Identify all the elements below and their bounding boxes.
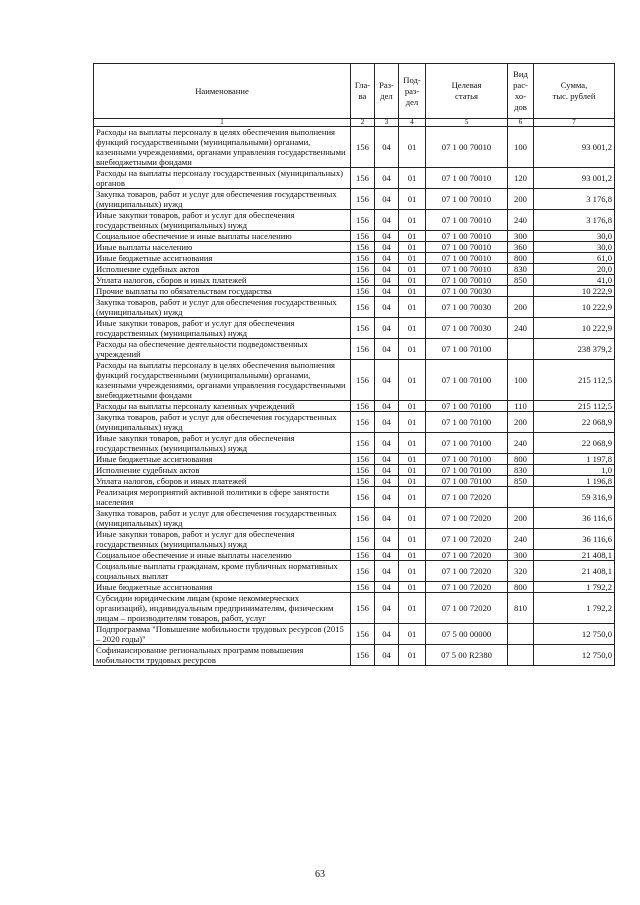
table-row	[94, 286, 615, 297]
row-sum: 215 112,5	[534, 360, 615, 401]
row-razdel: 04	[375, 242, 399, 253]
row-razdel: 04	[375, 189, 399, 210]
row-sum: 1 792,2	[534, 593, 615, 624]
row-sum: 30,0	[534, 242, 615, 253]
col-number: 6	[508, 119, 534, 127]
row-razdel: 04	[375, 582, 399, 593]
row-cel: 07 5 00 R2380	[426, 645, 508, 666]
row-vid: 850	[508, 476, 534, 487]
row-podrazdel: 01	[399, 401, 426, 412]
col-number: 2	[351, 119, 375, 127]
row-cel: 07 1 00 70100	[426, 360, 508, 401]
row-cel: 07 1 00 70100	[426, 454, 508, 465]
row-sum: 36 116,6	[534, 529, 615, 550]
row-vid: 800	[508, 582, 534, 593]
row-vid: 200	[508, 297, 534, 318]
row-name: Подпрограмма "Повышение мобильности трудовых ресурсов (2015 – 2020 годы)"	[94, 624, 351, 645]
row-glava: 156	[351, 529, 375, 550]
row-podrazdel: 01	[399, 487, 426, 508]
row-razdel: 04	[375, 561, 399, 582]
row-razdel: 04	[375, 264, 399, 275]
row-cel: 07 1 00 70100	[426, 412, 508, 433]
row-sum: 12 750,0	[534, 645, 615, 666]
row-name: Прочие выплаты по обязательствам государства	[94, 286, 351, 297]
row-vid: 830	[508, 264, 534, 275]
table-row	[94, 529, 615, 550]
header-razdel: Раз- дел	[375, 64, 399, 119]
row-razdel: 04	[375, 127, 399, 168]
table-row	[94, 433, 615, 454]
row-glava: 156	[351, 339, 375, 360]
row-podrazdel: 01	[399, 168, 426, 189]
row-razdel: 04	[375, 318, 399, 339]
row-sum: 93 001,2	[534, 127, 615, 168]
col-number: 4	[399, 119, 426, 127]
row-podrazdel: 01	[399, 412, 426, 433]
col-number: 3	[375, 119, 399, 127]
row-sum: 215 112,5	[534, 401, 615, 412]
row-podrazdel: 01	[399, 433, 426, 454]
header-cel: Целевая статья	[426, 64, 508, 119]
row-vid: 300	[508, 231, 534, 242]
row-podrazdel: 01	[399, 297, 426, 318]
row-razdel: 04	[375, 476, 399, 487]
row-name: Иные закупки товаров, работ и услуг для обеспечения государственных (муниципальных) нужд	[94, 318, 351, 339]
row-glava: 156	[351, 286, 375, 297]
row-podrazdel: 01	[399, 264, 426, 275]
row-razdel: 04	[375, 253, 399, 264]
row-glava: 156	[351, 645, 375, 666]
row-podrazdel: 01	[399, 550, 426, 561]
table-row	[94, 127, 615, 168]
row-razdel: 04	[375, 231, 399, 242]
col-number: 5	[426, 119, 508, 127]
row-podrazdel: 01	[399, 127, 426, 168]
row-vid: 240	[508, 318, 534, 339]
row-sum: 1 196,8	[534, 476, 615, 487]
row-glava: 156	[351, 275, 375, 286]
row-sum: 61,0	[534, 253, 615, 264]
row-name: Иные закупки товаров, работ и услуг для обеспечения государственных (муниципальных) нужд	[94, 210, 351, 231]
row-sum: 41,0	[534, 275, 615, 286]
row-podrazdel: 01	[399, 529, 426, 550]
row-cel: 07 1 00 70010	[426, 210, 508, 231]
row-glava: 156	[351, 127, 375, 168]
row-vid: 810	[508, 593, 534, 624]
row-vid: 240	[508, 210, 534, 231]
row-razdel: 04	[375, 465, 399, 476]
row-name: Иные бюджетные ассигнования	[94, 582, 351, 593]
row-podrazdel: 01	[399, 508, 426, 529]
row-vid: 110	[508, 401, 534, 412]
table-row	[94, 593, 615, 624]
row-sum: 22 068,9	[534, 412, 615, 433]
row-glava: 156	[351, 401, 375, 412]
row-razdel: 04	[375, 401, 399, 412]
row-razdel: 04	[375, 275, 399, 286]
header-name: Наименование	[94, 64, 351, 119]
row-glava: 156	[351, 297, 375, 318]
row-name: Расходы на обеспечение деятельности подведомственных учреждений	[94, 339, 351, 360]
row-podrazdel: 01	[399, 624, 426, 645]
row-sum: 36 116,6	[534, 508, 615, 529]
row-podrazdel: 01	[399, 231, 426, 242]
table-row	[94, 508, 615, 529]
row-razdel: 04	[375, 297, 399, 318]
row-name: Расходы на выплаты персоналу государственных (муниципальных) органов	[94, 168, 351, 189]
col-number: 7	[534, 119, 615, 127]
row-name: Иные закупки товаров, работ и услуг для обеспечения государственных (муниципальных) нужд	[94, 433, 351, 454]
row-sum: 10 222,9	[534, 318, 615, 339]
row-name: Уплата налогов, сборов и иных платежей	[94, 275, 351, 286]
row-glava: 156	[351, 508, 375, 529]
row-name: Закупка товаров, работ и услуг для обеспечения государственных (муниципальных) нужд	[94, 189, 351, 210]
row-sum: 3 176,8	[534, 210, 615, 231]
row-name: Иные закупки товаров, работ и услуг для обеспечения государственных (муниципальных) нужд	[94, 529, 351, 550]
row-podrazdel: 01	[399, 242, 426, 253]
row-cel: 07 1 00 70030	[426, 297, 508, 318]
header-glava: Гла- ва	[351, 64, 375, 119]
table-row	[94, 360, 615, 401]
row-cel: 07 1 00 70010	[426, 253, 508, 264]
row-cel: 07 1 00 70010	[426, 127, 508, 168]
table-row	[94, 264, 615, 275]
row-name: Реализация мероприятий активной политики в сфере занятости населения	[94, 487, 351, 508]
row-vid	[508, 645, 534, 666]
table-row	[94, 401, 615, 412]
row-glava: 156	[351, 593, 375, 624]
page-number: 63	[315, 869, 325, 880]
col-number: 1	[94, 119, 351, 127]
table-row	[94, 275, 615, 286]
row-name: Иные бюджетные ассигнования	[94, 454, 351, 465]
row-glava: 156	[351, 550, 375, 561]
table-row	[94, 242, 615, 253]
row-glava: 156	[351, 412, 375, 433]
row-cel: 07 1 00 70010	[426, 264, 508, 275]
row-glava: 156	[351, 210, 375, 231]
table-row	[94, 645, 615, 666]
row-name: Иные бюджетные ассигнования	[94, 253, 351, 264]
row-razdel: 04	[375, 210, 399, 231]
row-podrazdel: 01	[399, 286, 426, 297]
row-vid	[508, 624, 534, 645]
header-row	[94, 64, 615, 119]
row-razdel: 04	[375, 412, 399, 433]
row-podrazdel: 01	[399, 339, 426, 360]
table-row	[94, 318, 615, 339]
row-razdel: 04	[375, 168, 399, 189]
row-name: Субсидии юридическим лицам (кроме некоммерческих организаций), индивидуальным предпринимателям, физическим лицам – производителям товаров, работ, услуг	[94, 593, 351, 624]
row-name: Расходы на выплаты персоналу в целях обеспечения выполнения функций государственными (муниципальными) органами, казенными учреждениями, органами управления государственными внебюджетными фондами	[94, 360, 351, 401]
row-podrazdel: 01	[399, 318, 426, 339]
row-sum: 21 408,1	[534, 550, 615, 561]
row-sum: 22 068,9	[534, 433, 615, 454]
row-sum: 238 379,2	[534, 339, 615, 360]
row-glava: 156	[351, 476, 375, 487]
row-cel: 07 1 00 72020	[426, 529, 508, 550]
row-glava: 156	[351, 231, 375, 242]
row-name: Иные выплаты населению	[94, 242, 351, 253]
table-row	[94, 210, 615, 231]
row-cel: 07 5 00 00000	[426, 624, 508, 645]
table-row	[94, 454, 615, 465]
row-cel: 07 1 00 72020	[426, 561, 508, 582]
row-vid: 800	[508, 253, 534, 264]
row-vid: 200	[508, 189, 534, 210]
row-glava: 156	[351, 242, 375, 253]
row-vid: 240	[508, 433, 534, 454]
row-sum: 59 316,9	[534, 487, 615, 508]
header-podrazdel: Под- раз- дел	[399, 64, 426, 119]
row-vid: 240	[508, 529, 534, 550]
row-podrazdel: 01	[399, 561, 426, 582]
row-podrazdel: 01	[399, 360, 426, 401]
row-cel: 07 1 00 70010	[426, 275, 508, 286]
table-row	[94, 231, 615, 242]
row-name: Расходы на выплаты персоналу в целях обеспечения выполнения функций государственными (муниципальными) органами, казенными учреждениями, органами управления государственными внебюджетными фондами	[94, 127, 351, 168]
row-cel: 07 1 00 70010	[426, 242, 508, 253]
row-vid: 120	[508, 168, 534, 189]
table-body	[94, 127, 615, 666]
row-cel: 07 1 00 72020	[426, 487, 508, 508]
row-name: Исполнение судебных актов	[94, 465, 351, 476]
row-vid: 100	[508, 127, 534, 168]
row-cel: 07 1 00 70010	[426, 231, 508, 242]
row-sum: 30,0	[534, 231, 615, 242]
row-sum: 20,0	[534, 264, 615, 275]
row-glava: 156	[351, 168, 375, 189]
row-vid: 360	[508, 242, 534, 253]
row-podrazdel: 01	[399, 582, 426, 593]
row-razdel: 04	[375, 593, 399, 624]
row-vid	[508, 286, 534, 297]
row-glava: 156	[351, 624, 375, 645]
row-sum: 93 001,2	[534, 168, 615, 189]
row-name: Закупка товаров, работ и услуг для обеспечения государственных (муниципальных) нужд	[94, 412, 351, 433]
row-razdel: 04	[375, 360, 399, 401]
row-name: Софинансирование региональных программ повышения мобильности трудовых ресурсов	[94, 645, 351, 666]
row-glava: 156	[351, 465, 375, 476]
row-cel: 07 1 00 72020	[426, 550, 508, 561]
row-cel: 07 1 00 70100	[426, 433, 508, 454]
row-glava: 156	[351, 189, 375, 210]
row-razdel: 04	[375, 529, 399, 550]
row-glava: 156	[351, 454, 375, 465]
row-vid: 300	[508, 550, 534, 561]
table-row	[94, 339, 615, 360]
row-vid	[508, 339, 534, 360]
row-razdel: 04	[375, 508, 399, 529]
row-cel: 07 1 00 70030	[426, 318, 508, 339]
table-row	[94, 487, 615, 508]
row-podrazdel: 01	[399, 645, 426, 666]
row-glava: 156	[351, 318, 375, 339]
row-glava: 156	[351, 433, 375, 454]
table-row	[94, 561, 615, 582]
row-glava: 156	[351, 561, 375, 582]
row-glava: 156	[351, 487, 375, 508]
row-vid: 200	[508, 508, 534, 529]
row-vid: 200	[508, 412, 534, 433]
row-vid: 850	[508, 275, 534, 286]
row-name: Исполнение судебных актов	[94, 264, 351, 275]
row-cel: 07 1 00 70010	[426, 168, 508, 189]
row-vid: 830	[508, 465, 534, 476]
row-razdel: 04	[375, 286, 399, 297]
budget-table	[93, 63, 615, 666]
row-podrazdel: 01	[399, 189, 426, 210]
table-row	[94, 582, 615, 593]
row-cel: 07 1 00 70030	[426, 286, 508, 297]
row-podrazdel: 01	[399, 253, 426, 264]
row-razdel: 04	[375, 645, 399, 666]
row-razdel: 04	[375, 550, 399, 561]
header-summa: Сумма, тыс. рублей	[534, 64, 615, 119]
table-row	[94, 476, 615, 487]
row-glava: 156	[351, 264, 375, 275]
row-podrazdel: 01	[399, 454, 426, 465]
table-row	[94, 297, 615, 318]
row-razdel: 04	[375, 487, 399, 508]
row-vid: 100	[508, 360, 534, 401]
row-name: Социальное обеспечение и иные выплаты населению	[94, 231, 351, 242]
table-row	[94, 624, 615, 645]
table-row	[94, 550, 615, 561]
row-name: Закупка товаров, работ и услуг для обеспечения государственных (муниципальных) нужд	[94, 297, 351, 318]
row-podrazdel: 01	[399, 465, 426, 476]
row-razdel: 04	[375, 624, 399, 645]
column-number-row	[94, 119, 615, 127]
row-sum: 21 408,1	[534, 561, 615, 582]
table-row	[94, 253, 615, 264]
row-sum: 1 792,2	[534, 582, 615, 593]
row-razdel: 04	[375, 339, 399, 360]
row-vid: 320	[508, 561, 534, 582]
row-cel: 07 1 00 70100	[426, 476, 508, 487]
row-cel: 07 1 00 72020	[426, 593, 508, 624]
row-cel: 07 1 00 70100	[426, 465, 508, 476]
row-vid	[508, 487, 534, 508]
row-cel: 07 1 00 70100	[426, 339, 508, 360]
table-row	[94, 412, 615, 433]
row-sum: 1 197,8	[534, 454, 615, 465]
row-podrazdel: 01	[399, 275, 426, 286]
row-cel: 07 1 00 70100	[426, 401, 508, 412]
row-podrazdel: 01	[399, 210, 426, 231]
row-name: Расходы на выплаты персоналу казенных учреждений	[94, 401, 351, 412]
row-cel: 07 1 00 72020	[426, 508, 508, 529]
row-sum: 10 222,9	[534, 286, 615, 297]
row-sum: 12 750,0	[534, 624, 615, 645]
table-row	[94, 189, 615, 210]
row-glava: 156	[351, 360, 375, 401]
header-vid: Вид рас- хо- дов	[508, 64, 534, 119]
row-razdel: 04	[375, 433, 399, 454]
row-sum: 1,0	[534, 465, 615, 476]
row-glava: 156	[351, 253, 375, 264]
table-row	[94, 168, 615, 189]
table-row	[94, 465, 615, 476]
row-vid: 800	[508, 454, 534, 465]
row-cel: 07 1 00 72020	[426, 582, 508, 593]
row-sum: 3 176,8	[534, 189, 615, 210]
row-name: Социальные выплаты гражданам, кроме публичных нормативных социальных выплат	[94, 561, 351, 582]
row-cel: 07 1 00 70010	[426, 189, 508, 210]
row-name: Закупка товаров, работ и услуг для обеспечения государственных (муниципальных) нужд	[94, 508, 351, 529]
row-sum: 10 222,9	[534, 297, 615, 318]
row-glava: 156	[351, 582, 375, 593]
row-name: Уплата налогов, сборов и иных платежей	[94, 476, 351, 487]
row-podrazdel: 01	[399, 593, 426, 624]
row-podrazdel: 01	[399, 476, 426, 487]
row-name: Социальное обеспечение и иные выплаты населению	[94, 550, 351, 561]
row-razdel: 04	[375, 454, 399, 465]
